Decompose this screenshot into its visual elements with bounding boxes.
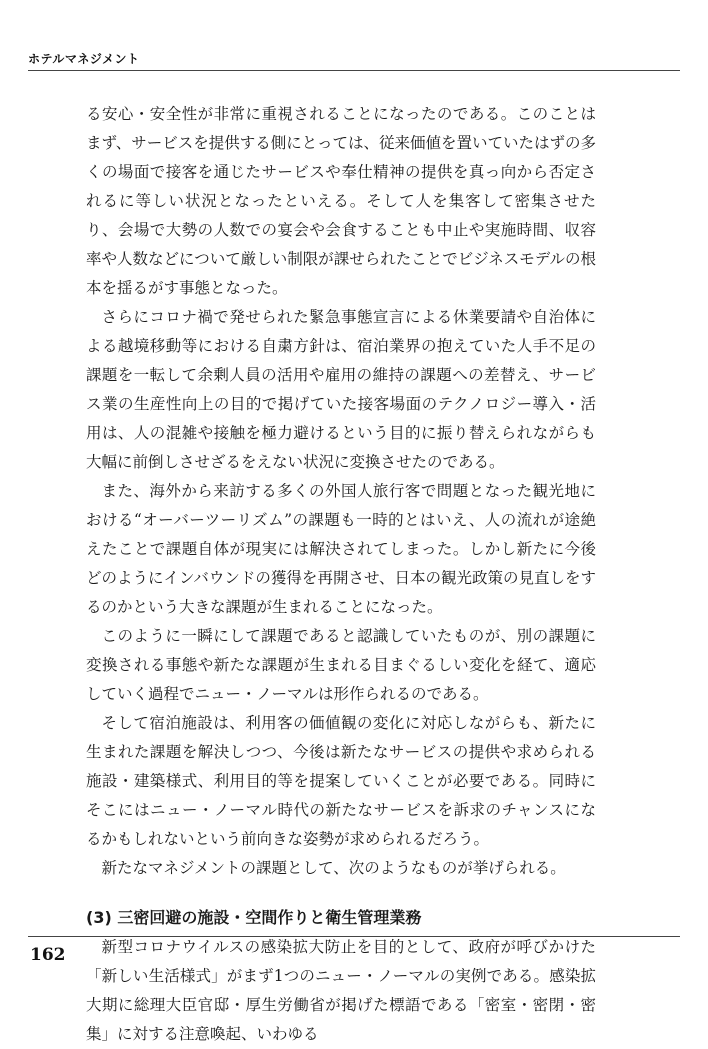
header-divider bbox=[28, 70, 680, 71]
paragraph-1: る安心・安全性が非常に重視されることになったのである。このことはまず、サービスを提供する側にとっては、従来価値を置いていたはずの多くの場面で接客を通じたサービスや奉仕精神の提供を真っ向から否定されるに等しい状況となったといえる。そして人を集客して密集させたり、会場で大勢の人数での宴会や会食することも中止や実施時間、収容率や人数などについて厳しい制限が課せられたことでビジネスモデルの根本を揺るがす事態となった。 bbox=[86, 105, 596, 297]
paragraph-5: そして宿泊施設は、利用客の価値観の変化に対応しながらも、新たに生まれた課題を解決しつつ、今後は新たなサービスの提供や求められる施設・建築様式、利用目的等を提案していくことが必要である。同時にそこにはニュー・ノーマル時代の新たなサービスを訴求のチャンスになるかもしれないという前向きな姿勢が求められるだろう。 bbox=[86, 714, 596, 848]
paragraph-6: 新たなマネジメントの課題として、次のようなものが挙げられる。 bbox=[101, 859, 566, 877]
paragraph-3: また、海外から来訪する多くの外国人旅行客で問題となった観光地における“オーバーツーリズム”の課題も一時的とはいえ、人の流れが途絶えたことで課題自体が現実には解決されてしまった。しかし新たに今後どのようにインバウンドの獲得を再開させ、日本の観光政策の見直しをするのかという大きな課題が生まれることになった。 bbox=[86, 482, 596, 616]
paragraph-2: さらにコロナ禍で発せられた緊急事態宣言による休業要請や自治体による越境移動等における自粛方針は、宿泊業界の抱えていた人手不足の課題を一転して余剰人員の活用や雇用の維持の課題への差替え、サービス業の生産性向上の目的で掲げていた接客場面のテクノロジー導入・活用は、人の混雑や接触を極力避けるという目的に振り替えられながらも大幅に前倒しさせざるをえない状況に変換させたのである。 bbox=[86, 308, 596, 471]
body-text bbox=[86, 100, 596, 1049]
section-paragraph: 新型コロナウイルスの感染拡大防止を目的として、政府が呼びかけた「新しい生活様式」がまず1つのニュー・ノーマルの実例である。感染拡大期に総理大臣官邸・厚生労働省が掲げた標語である「密室・密閉・密集」に対する注意喚起、いわゆる bbox=[86, 938, 596, 1043]
paragraph-4: このように一瞬にして課題であると認識していたものが、別の課題に変換される事態や新たな課題が生まれる目まぐるしい変化を経て、適応していく過程でニュー・ノーマルは形作られるのである。 bbox=[86, 627, 596, 703]
page-number: 162 bbox=[30, 945, 66, 965]
running-header: ホテルマネジメント bbox=[28, 52, 140, 66]
footer-divider bbox=[28, 936, 680, 937]
section-heading: (3) 三密回避の施設・空間作りと衛生管理業務 bbox=[86, 908, 422, 927]
